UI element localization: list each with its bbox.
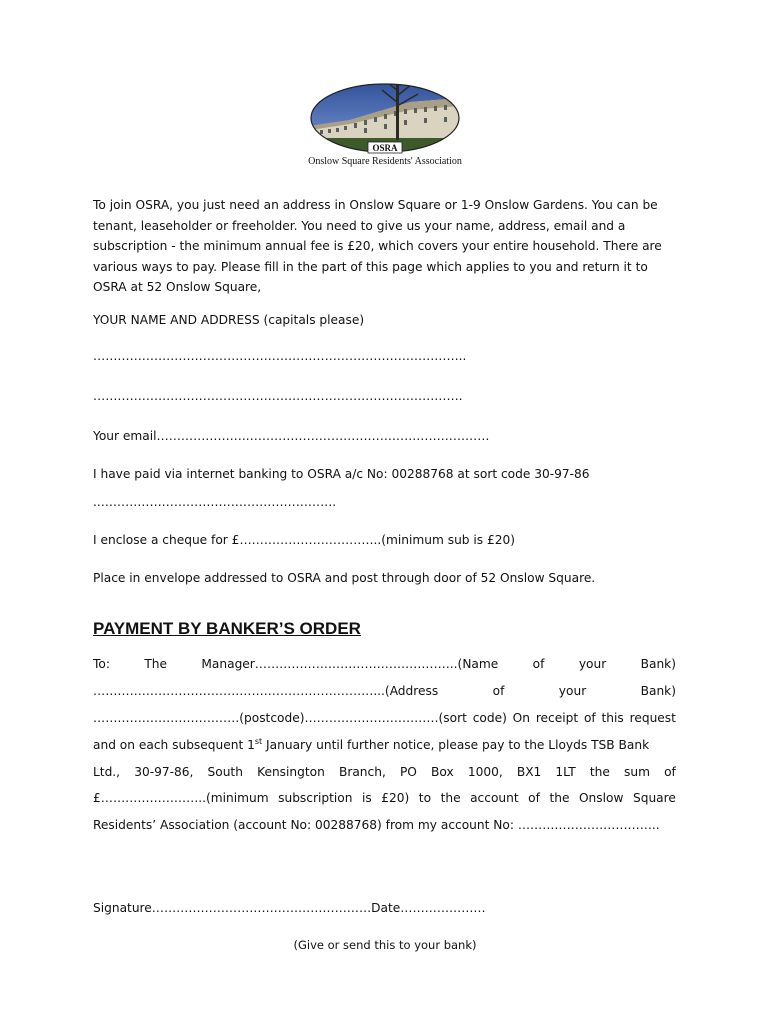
row-word: of <box>492 684 505 698</box>
row-word: Bank) <box>640 657 676 671</box>
row-word: your <box>558 684 587 698</box>
intro-paragraph: To join OSRA, you just need an address in Onslow Square or 1-9 Onslow Gardens. You can be tenant, leaseholder or freeholder. You need to give us your name, address, email and a subscription - the minimum annual fee is £20, which covers your entire household. There are various ways to pay. Please fill in the part of this page which applies to you and return it to OSRA at 52 Onslow Square, <box>93 198 662 294</box>
bank-branch-row <box>93 765 676 779</box>
row-word: of <box>528 791 540 805</box>
address-line-2[interactable]: ………………………………………………………………………………. <box>93 389 463 403</box>
row-word: is <box>361 791 372 805</box>
row-word: of <box>532 657 545 671</box>
row-word: Bank) <box>640 684 676 698</box>
email-line[interactable]: Your email………………….…………………………………………………… <box>93 429 490 443</box>
row-word: Ltd., <box>93 765 121 779</box>
row-word: the <box>589 765 610 779</box>
row-word: subscription <box>278 791 353 805</box>
row-word: the <box>549 791 570 805</box>
bank-manager-row[interactable] <box>93 657 676 671</box>
logo-badge-text: OSRA <box>372 143 398 153</box>
logo-emblem-icon <box>300 80 470 156</box>
row-word: receipt <box>535 711 579 725</box>
footer-note: (Give or send this to your bank) <box>293 938 477 952</box>
instruction-row <box>93 737 649 752</box>
internet-banking-text: I have paid via internet banking to OSRA a/c No: 00288768 at sort code 30-97-86 <box>93 467 590 481</box>
post-instruction: Place in envelope addressed to OSRA and post through door of 52 Onslow Square. <box>93 571 596 585</box>
row-word: Onslow <box>578 791 624 805</box>
row-word: Square <box>632 791 676 805</box>
row-word: Branch, <box>338 765 386 779</box>
row-word: of <box>664 765 676 779</box>
row-word: to <box>418 791 432 805</box>
internet-banking-dots[interactable]: ..…………………………………………………. <box>93 495 337 509</box>
row-word: 1000, <box>467 765 503 779</box>
signature-date-line[interactable]: Signature………………………………………………Date………………… <box>93 901 486 915</box>
address-line-1[interactable]: ……………………………………………………………………………….. <box>93 349 467 363</box>
cheque-line[interactable]: I enclose a cheque for £……………………………..(minimum sub is £20) <box>93 533 516 547</box>
row-word: sum <box>624 765 650 779</box>
row-word: £20) <box>381 791 410 805</box>
logo-caption: Onslow Square Residents' Association <box>308 156 462 167</box>
row-word: your <box>578 657 607 671</box>
row-word: The <box>144 657 167 671</box>
row-word: Box <box>431 765 454 779</box>
row-word: Kensington <box>257 765 325 779</box>
postcode-sortcode-row[interactable] <box>93 711 676 725</box>
row-word: To: <box>93 657 110 671</box>
sum-row[interactable] <box>93 791 676 805</box>
row-word: PO <box>399 765 417 779</box>
row-word: South <box>207 765 243 779</box>
instruction-text-before: and on each subsequent 1 <box>93 738 255 753</box>
row-word: 30-97-86, <box>134 765 194 779</box>
row-word: ………………………………(postcode)……………………………(sort <box>93 711 467 725</box>
row-word: Manager…………………………………………..(Name <box>201 657 499 671</box>
row-word: £……………………..(minimum <box>93 791 269 805</box>
name-address-label: YOUR NAME AND ADDRESS (capitals please) <box>93 313 365 327</box>
bank-address-row[interactable] <box>93 684 676 698</box>
osra-logo <box>300 80 470 172</box>
row-word: On <box>512 711 530 725</box>
account-number-row[interactable]: Residents’ Association (account No: 00288768) from my account No: …………………………….. <box>93 818 660 832</box>
bankers-order-heading: PAYMENT BY BANKER’S ORDER <box>93 619 361 638</box>
row-word: of <box>583 711 596 725</box>
row-word: this <box>601 711 624 725</box>
row-word: account <box>470 791 519 805</box>
row-word: code) <box>472 711 507 725</box>
row-word: the <box>440 791 461 805</box>
row-word: ……………………………………………………………...(Address <box>93 684 439 698</box>
row-word: BX1 <box>516 765 542 779</box>
row-word: request <box>629 711 676 725</box>
row-word: 1LT <box>555 765 576 779</box>
ordinal-suffix: st <box>254 737 263 746</box>
instruction-text-after: January until further notice, please pay to the Lloyds TSB Bank <box>262 738 650 753</box>
